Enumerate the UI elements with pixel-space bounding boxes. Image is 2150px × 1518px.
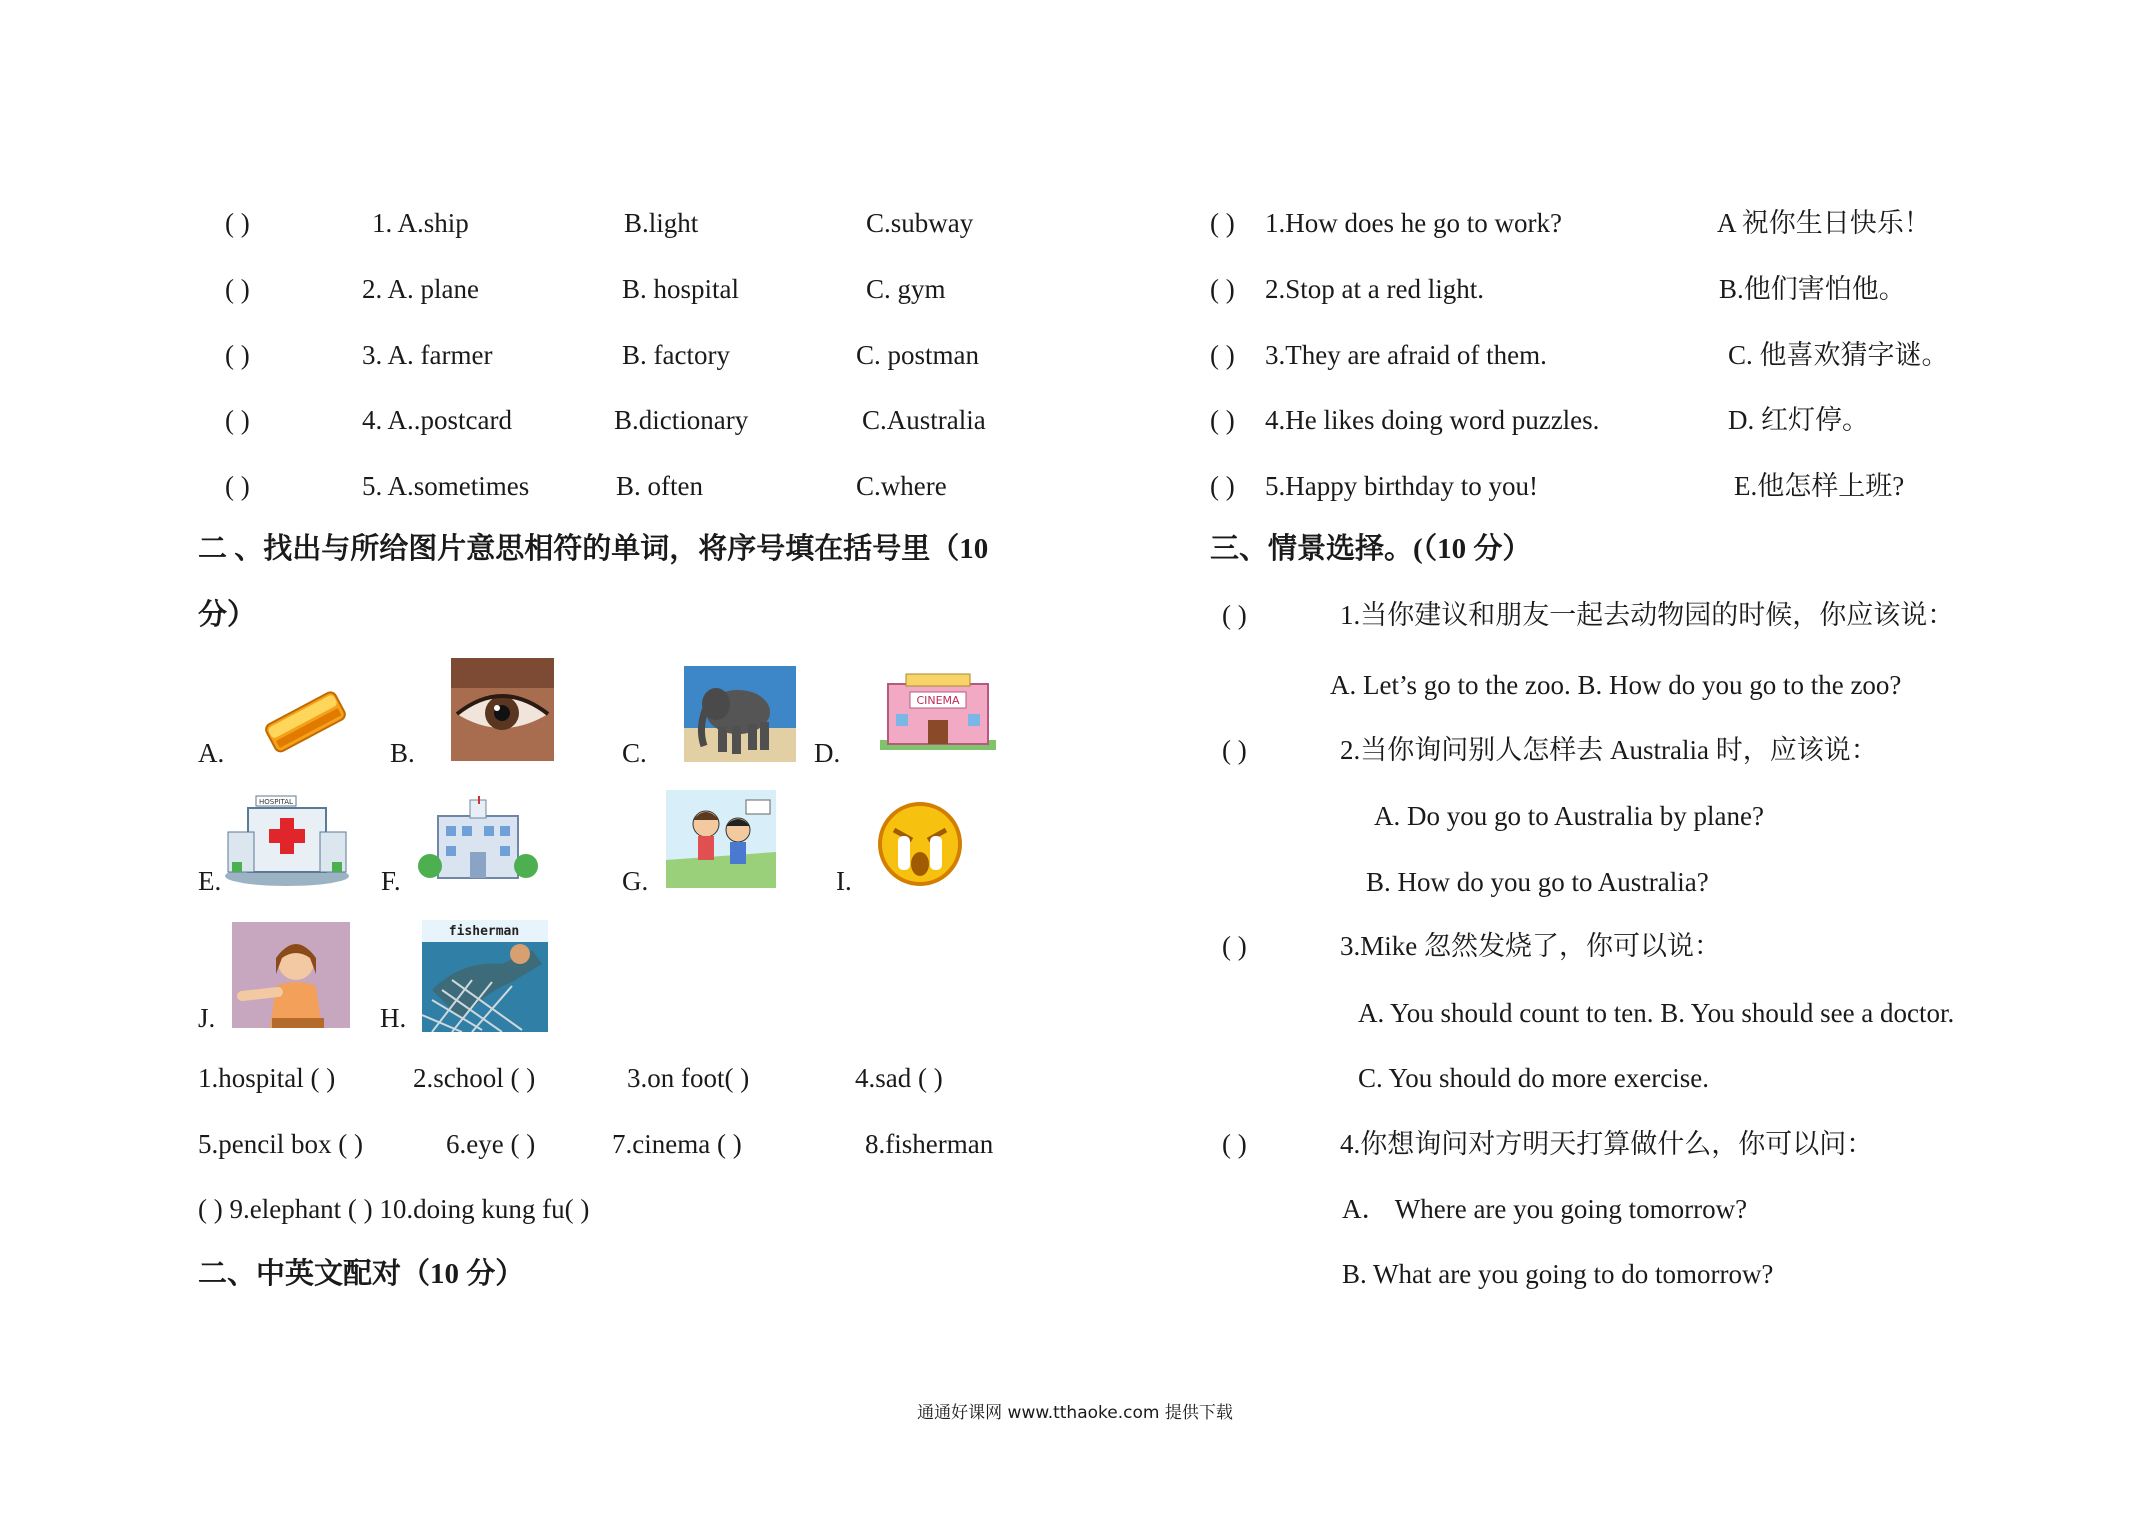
eye-picture [451,658,554,761]
question-4-option-c: C.Australia [862,405,986,435]
answer-blank[interactable]: ( ) [1210,274,1235,304]
word-item-elephant-kungfu[interactable]: ( ) 9.elephant ( ) 10.doing kung fu( ) [198,1194,590,1224]
section-2-title-cont: 分） [198,599,257,631]
answer-blank[interactable]: ( ) [225,208,250,238]
cinema-picture [876,668,1000,754]
on-foot-picture [666,790,776,888]
word-item-cinema[interactable]: 7.cinema ( ) [612,1129,742,1159]
question-3-option-a: 3. A. farmer [362,340,493,370]
question-4-option-b: B.dictionary [614,405,749,435]
fisherman-caption: fisherman [448,924,520,939]
answer-blank[interactable]: ( ) [1222,735,1247,765]
word-item-on-foot[interactable]: 3.on foot( ) [627,1063,750,1093]
word-item-fisherman[interactable]: 8.fisherman [865,1129,994,1159]
answer-blank[interactable]: ( ) [225,274,250,304]
word-item-pencil-box[interactable]: 5.pencil box ( ) [198,1129,363,1159]
answer-blank[interactable]: ( ) [1210,208,1235,238]
situation-question-2: 2.当你询问别人怎样去 Australia 时，应该说： [1340,735,1878,765]
picture-label-c: C. [622,738,647,768]
elephant-picture [684,666,796,762]
picture-label-a: A. [198,738,225,768]
word-item-eye[interactable]: 6.eye ( ) [446,1129,536,1159]
picture-label-g: G. [622,866,649,896]
footer-source: 通通好课网 www.tthaoke.com 提供下载 [917,1403,1233,1423]
situation-2-option-b: B. How do you go to Australia? [1366,867,1709,897]
question-1-option-c: C.subway [866,208,974,238]
situation-4-option-a: A． Where are you going tomorrow? [1342,1194,1748,1224]
kung-fu-picture [232,922,350,1028]
sad-face-picture [872,800,972,890]
match-chinese-a: A 祝你生日快乐！ [1717,208,1931,238]
question-2-option-a: 2. A. plane [362,274,479,304]
answer-blank[interactable]: ( ) [1210,340,1235,370]
answer-blank[interactable]: ( ) [1222,600,1247,630]
question-2-option-b: B. hospital [622,274,740,304]
answer-blank[interactable]: ( ) [225,340,250,370]
match-english-3: 3.They are afraid of them. [1265,340,1547,370]
picture-label-f: F. [381,866,401,896]
answer-blank[interactable]: ( ) [1222,931,1247,961]
match-english-1: 1.How does he go to work? [1265,208,1562,238]
fisherman-picture [422,920,548,1032]
school-picture [418,796,538,888]
match-chinese-d: D. 红灯停。 [1728,405,1869,435]
pencil-box-picture [260,685,352,763]
cinema-sign: CINEMA [916,694,960,707]
match-chinese-c: C. 他喜欢猜字谜。 [1728,340,1949,370]
situation-4-option-b: B. What are you going to do tomorrow? [1342,1259,1774,1289]
situation-2-option-a: A. Do you go to Australia by plane? [1374,801,1764,831]
answer-blank[interactable]: ( ) [225,471,250,501]
picture-label-b: B. [390,738,415,768]
situation-1-options: A. Let’s go to the zoo. B. How do you go to the zoo? [1330,670,1902,700]
question-2-option-c: C. gym [866,274,946,304]
situation-question-3: 3.Mike 忽然发烧了，你可以说： [1340,931,1721,961]
question-3-option-b: B. factory [622,340,730,370]
picture-label-d: D. [814,738,841,768]
word-item-hospital[interactable]: 1.hospital ( ) [198,1063,336,1093]
section-3-title: 三、情景选择。(（10 分） [1210,533,1532,565]
question-3-option-c: C. postman [856,340,980,370]
hospital-sign: HOSPITAL [259,798,293,806]
section-2-title: 二 、找出与所给图片意思相符的单词，将序号填在括号里（10 [198,533,989,565]
picture-label-j: J. [198,1003,216,1033]
section-match-title: 二、中英文配对（10 分） [198,1258,525,1290]
picture-label-i: I. [836,866,852,896]
question-1-option-a: 1. A.ship [372,208,469,238]
situation-question-1: 1.当你建议和朋友一起去动物园的时候，你应该说： [1340,600,1955,630]
situation-3-options-ab: A. You should count to ten. B. You should see a doctor. [1358,998,1955,1028]
situation-3-option-c: C. You should do more exercise. [1358,1063,1709,1093]
question-5-option-c: C.where [856,471,947,501]
word-item-sad[interactable]: 4.sad ( ) [855,1063,943,1093]
answer-blank[interactable]: ( ) [1210,471,1235,501]
situation-question-4: 4.你想询问对方明天打算做什么，你可以问： [1340,1129,1874,1159]
match-chinese-b: B.他们害怕他。 [1719,274,1906,304]
question-5-option-b: B. often [616,471,703,501]
match-chinese-e: E.他怎样上班? [1734,471,1905,501]
match-english-2: 2.Stop at a red light. [1265,274,1484,304]
question-1-option-b: B.light [624,208,699,238]
question-4-option-a: 4. A..postcard [362,405,512,435]
match-english-4: 4.He likes doing word puzzles. [1265,405,1600,435]
picture-label-h: H. [380,1003,407,1033]
word-item-school[interactable]: 2.school ( ) [413,1063,536,1093]
question-5-option-a: 5. A.sometimes [362,471,530,501]
answer-blank[interactable]: ( ) [225,405,250,435]
answer-blank[interactable]: ( ) [1222,1129,1247,1159]
answer-blank[interactable]: ( ) [1210,405,1235,435]
picture-label-e: E. [198,866,222,896]
hospital-picture [222,792,352,887]
match-english-5: 5.Happy birthday to you! [1265,471,1538,501]
